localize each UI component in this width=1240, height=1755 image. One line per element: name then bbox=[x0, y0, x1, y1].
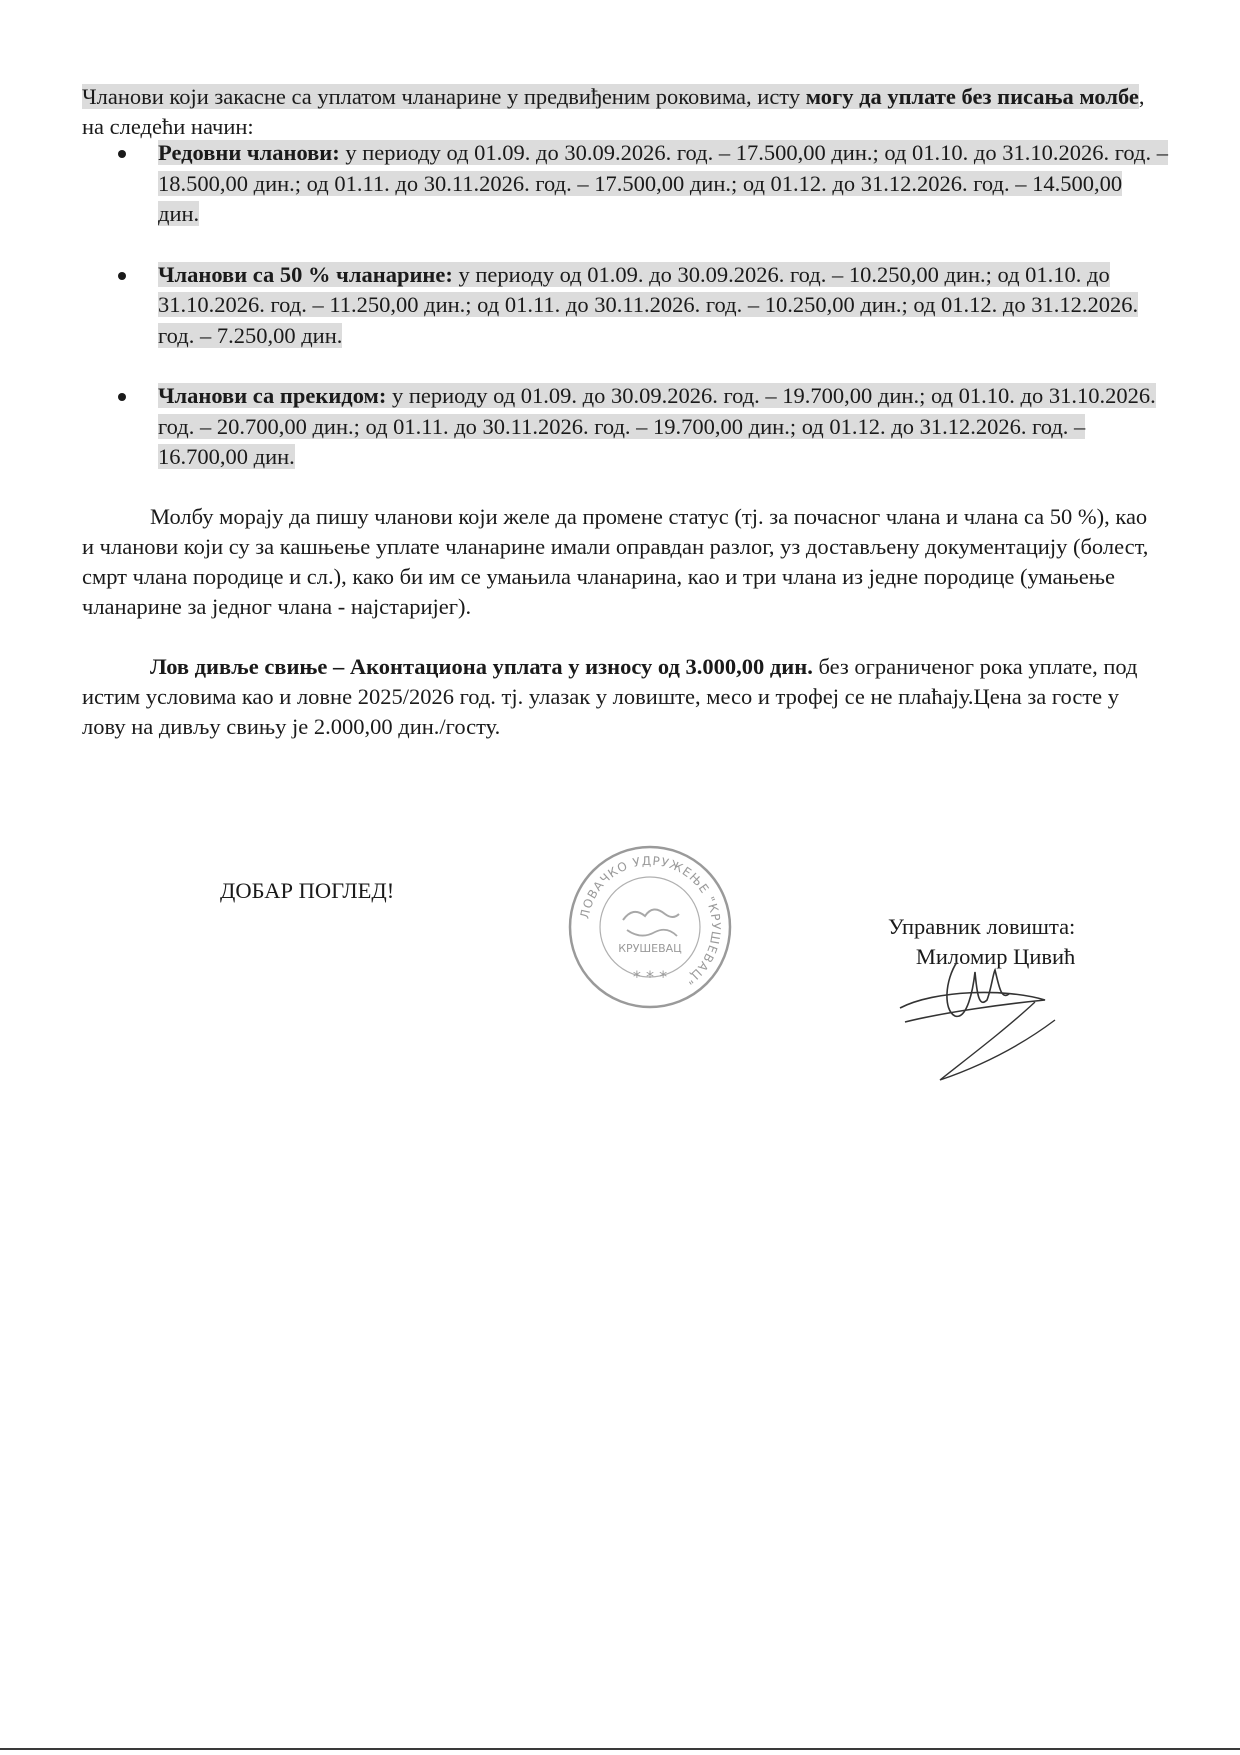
wild-boar-hunt-paragraph bbox=[82, 652, 1162, 742]
intro-paragraph bbox=[82, 82, 1162, 142]
intro-bold-highlight: могу да уплате без писања молбе bbox=[805, 84, 1139, 109]
bullet-dot-icon bbox=[118, 393, 126, 401]
scan-edge-line bbox=[0, 1748, 1240, 1750]
greeting: ДОБАР ПОГЛЕД! bbox=[220, 878, 395, 903]
bullet-half-fee-members bbox=[118, 260, 1168, 352]
stamp-center-text: КРУШЕВАЦ bbox=[618, 942, 682, 955]
intro-prefix: Чланови који закасне са уплатом чланарине у предвиђеним роковима, исту bbox=[82, 84, 806, 109]
wild-boar-text: без ограниченог рока уплате, под истим условима као и ловне 2025/2026 год. тј. улазак у ловиште, месо и трофеј се не плаћају.Цена за госте у лову на дивљу свињу је 2.000,00 дин./госту. bbox=[82, 654, 1138, 739]
bullet-interrupted-members bbox=[118, 381, 1168, 473]
wild-boar-bold: Лов дивље свиње – Аконтациона уплата у износу од 3.000,00 дин. bbox=[150, 654, 813, 679]
fee-bullet-list bbox=[118, 138, 1168, 503]
handwritten-signature-icon bbox=[895, 960, 1065, 1090]
bullet-text: у периоду од 01.09. до 30.09.2026. год. – 10.250,00 дин.; од 01.10. до 31.10.2026. год. – 11.250,00 дин.; од 01.11. до 30.11.2026. год. – 10.250,00 дин.; од 01.12. до 31.12.2026. год. – 7.250,00 дин. bbox=[158, 261, 1139, 348]
bullet-text: у периоду од 01.09. до 30.09.2026. год. – 19.700,00 дин.; од 01.10. до 31.10.2026. год. – 20.700,00 дин.; од 01.11. до 30.11.2026. год. – 19.700,00 дин.; од 01.12. до 31.12.2026. год. – 16.700,00 дин. bbox=[158, 383, 1156, 469]
signer-name: Миломир Цивић bbox=[915, 944, 1076, 969]
bullet-regular-members bbox=[118, 138, 1168, 230]
bullet-text: у периоду од 01.09. до 30.09.2026. год. – 17.500,00 дин.; од 01.10. до 31.10.2026. год. – 18.500,00 дин.; од 01.11. до 30.11.2026. год. – 17.500,00 дин.; од 01.12. до 31.12.2026. год. – 14.500,00 дин. bbox=[158, 140, 1168, 226]
bullet-label: Чланови са прекидом: bbox=[158, 383, 387, 408]
intro-suffix: , на следећи начин: bbox=[82, 84, 1145, 139]
stamp-stars: * * * bbox=[632, 967, 668, 986]
request-paragraph: Молбу морају да пишу чланови који желе да промене статус (тј. за почасног члана и члана са 50 %), као и чланови који су за кашњење уплате чланарине имали оправдан разлог, уз достављену документацију (болест, смрт члана породице и сл.), како би им се умањила чланарина, као и три члана из једне породице (умањење чланарине за једног члана - најстаријег). bbox=[82, 504, 1149, 619]
association-stamp-icon bbox=[565, 842, 735, 1012]
stamp-ring-text: ЛОВАЧКО УДРУЖЕЊЕ "КРУШЕВАЦ" bbox=[577, 853, 724, 988]
bullet-dot-icon bbox=[118, 272, 126, 280]
bullet-label: Редовни чланови: bbox=[158, 140, 340, 165]
signer-title: Управник ловишта: bbox=[888, 914, 1076, 939]
bullet-dot-icon bbox=[118, 150, 126, 158]
bullet-label: Чланови са 50 % чланарине: bbox=[158, 261, 453, 287]
